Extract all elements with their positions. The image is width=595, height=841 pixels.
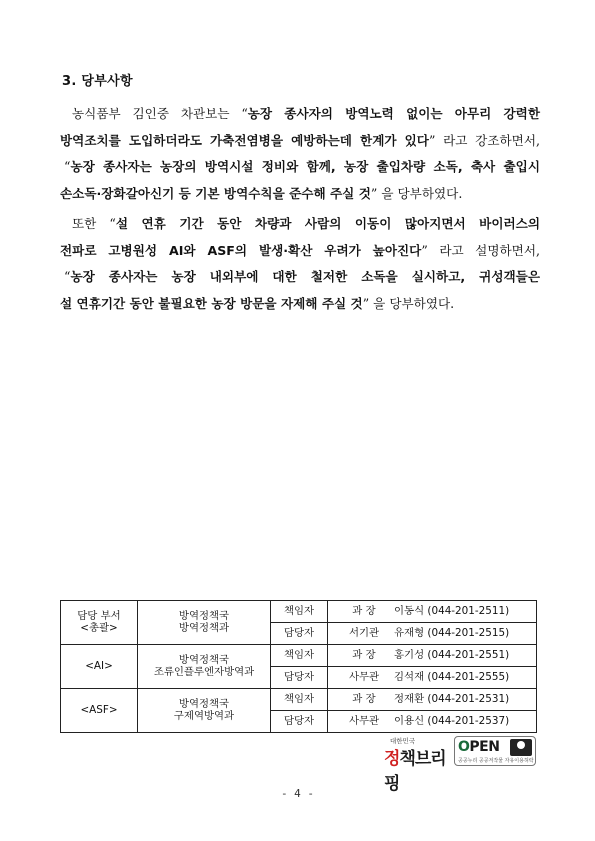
person-cell: 과 장 정재환 (044-201-2531) — [328, 689, 537, 711]
contact-table — [60, 600, 537, 733]
paragraph-line: 전파로 고병원성 AI와 ASF의 발생·확산 우려가 높아진다” 라고 설명하면서, — [60, 242, 540, 258]
table-row — [61, 601, 537, 623]
paragraph-line: 설 연휴기간 동안 불필요한 농장 방문을 자제해 주실 것” 을 당부하였다. — [60, 295, 455, 311]
role-cell: 담당자 — [271, 623, 328, 645]
role-cell: 담당자 — [271, 667, 328, 689]
policy-briefing-logo: 대한민국 정책브리핑 — [384, 737, 446, 794]
paragraph-holiday-warning — [60, 211, 540, 317]
paragraph-line: 농식품부 김인중 차관보는 “농장 종사자의 방역노력 없이는 아무리 강력한 — [72, 106, 540, 121]
table-row — [61, 689, 537, 711]
dept-cell: 방역정책국 방역정책과 — [138, 601, 271, 645]
paragraph-emphasis-on-farm-workers — [60, 101, 540, 207]
role-cell: 담당자 — [271, 711, 328, 733]
dept-group-cell: 담당 부서 <총괄> — [61, 601, 138, 645]
table-row — [61, 645, 537, 667]
attribution-icon — [510, 739, 532, 756]
paragraph-line: 방역조치를 도입하더라도 가축전염병을 예방하는데 한계가 있다” 라고 강조하면서, — [60, 132, 540, 148]
person-cell: 과 장 홍기성 (044-201-2551) — [328, 645, 537, 667]
dept-group-cell: <AI> — [61, 645, 138, 689]
section-title: 3. 당부사항 — [62, 74, 133, 89]
dept-group-cell: <ASF> — [61, 689, 138, 733]
page-number: - 4 - — [280, 787, 315, 800]
dept-cell: 방역정책국 구제역방역과 — [138, 689, 271, 733]
person-cell: 사무관 김석재 (044-201-2555) — [328, 667, 537, 689]
logo-area — [384, 736, 536, 794]
paragraph-line: 손소독·장화갈아신기 등 기본 방역수칙을 준수해 주실 것” 을 당부하였다. — [60, 185, 463, 201]
dept-cell: 방역정책국 조류인플루엔자방역과 — [138, 645, 271, 689]
paragraph-line: “농장 종사자는 농장의 방역시설 정비와 함께, 농장 출입차량 소독, 축사 출입시 — [64, 159, 540, 174]
person-cell: 과 장 이동식 (044-201-2511) — [328, 601, 537, 623]
paragraph-line: “농장 종사자는 농장 내외부에 대한 철저한 소독을 실시하고, 귀성객들은 — [64, 269, 540, 284]
role-cell: 책임자 — [271, 689, 328, 711]
paragraph-line: 또한 “설 연휴 기간 동안 차량과 사람의 이동이 많아지면서 바이러스의 — [72, 216, 540, 231]
kogl-open-logo: OPEN 공공누리 공공저작물 자유이용허락 — [454, 736, 536, 766]
role-cell: 책임자 — [271, 645, 328, 667]
person-cell: 사무관 이용신 (044-201-2537) — [328, 711, 537, 733]
role-cell: 책임자 — [271, 601, 328, 623]
person-cell: 서기관 유재형 (044-201-2515) — [328, 623, 537, 645]
